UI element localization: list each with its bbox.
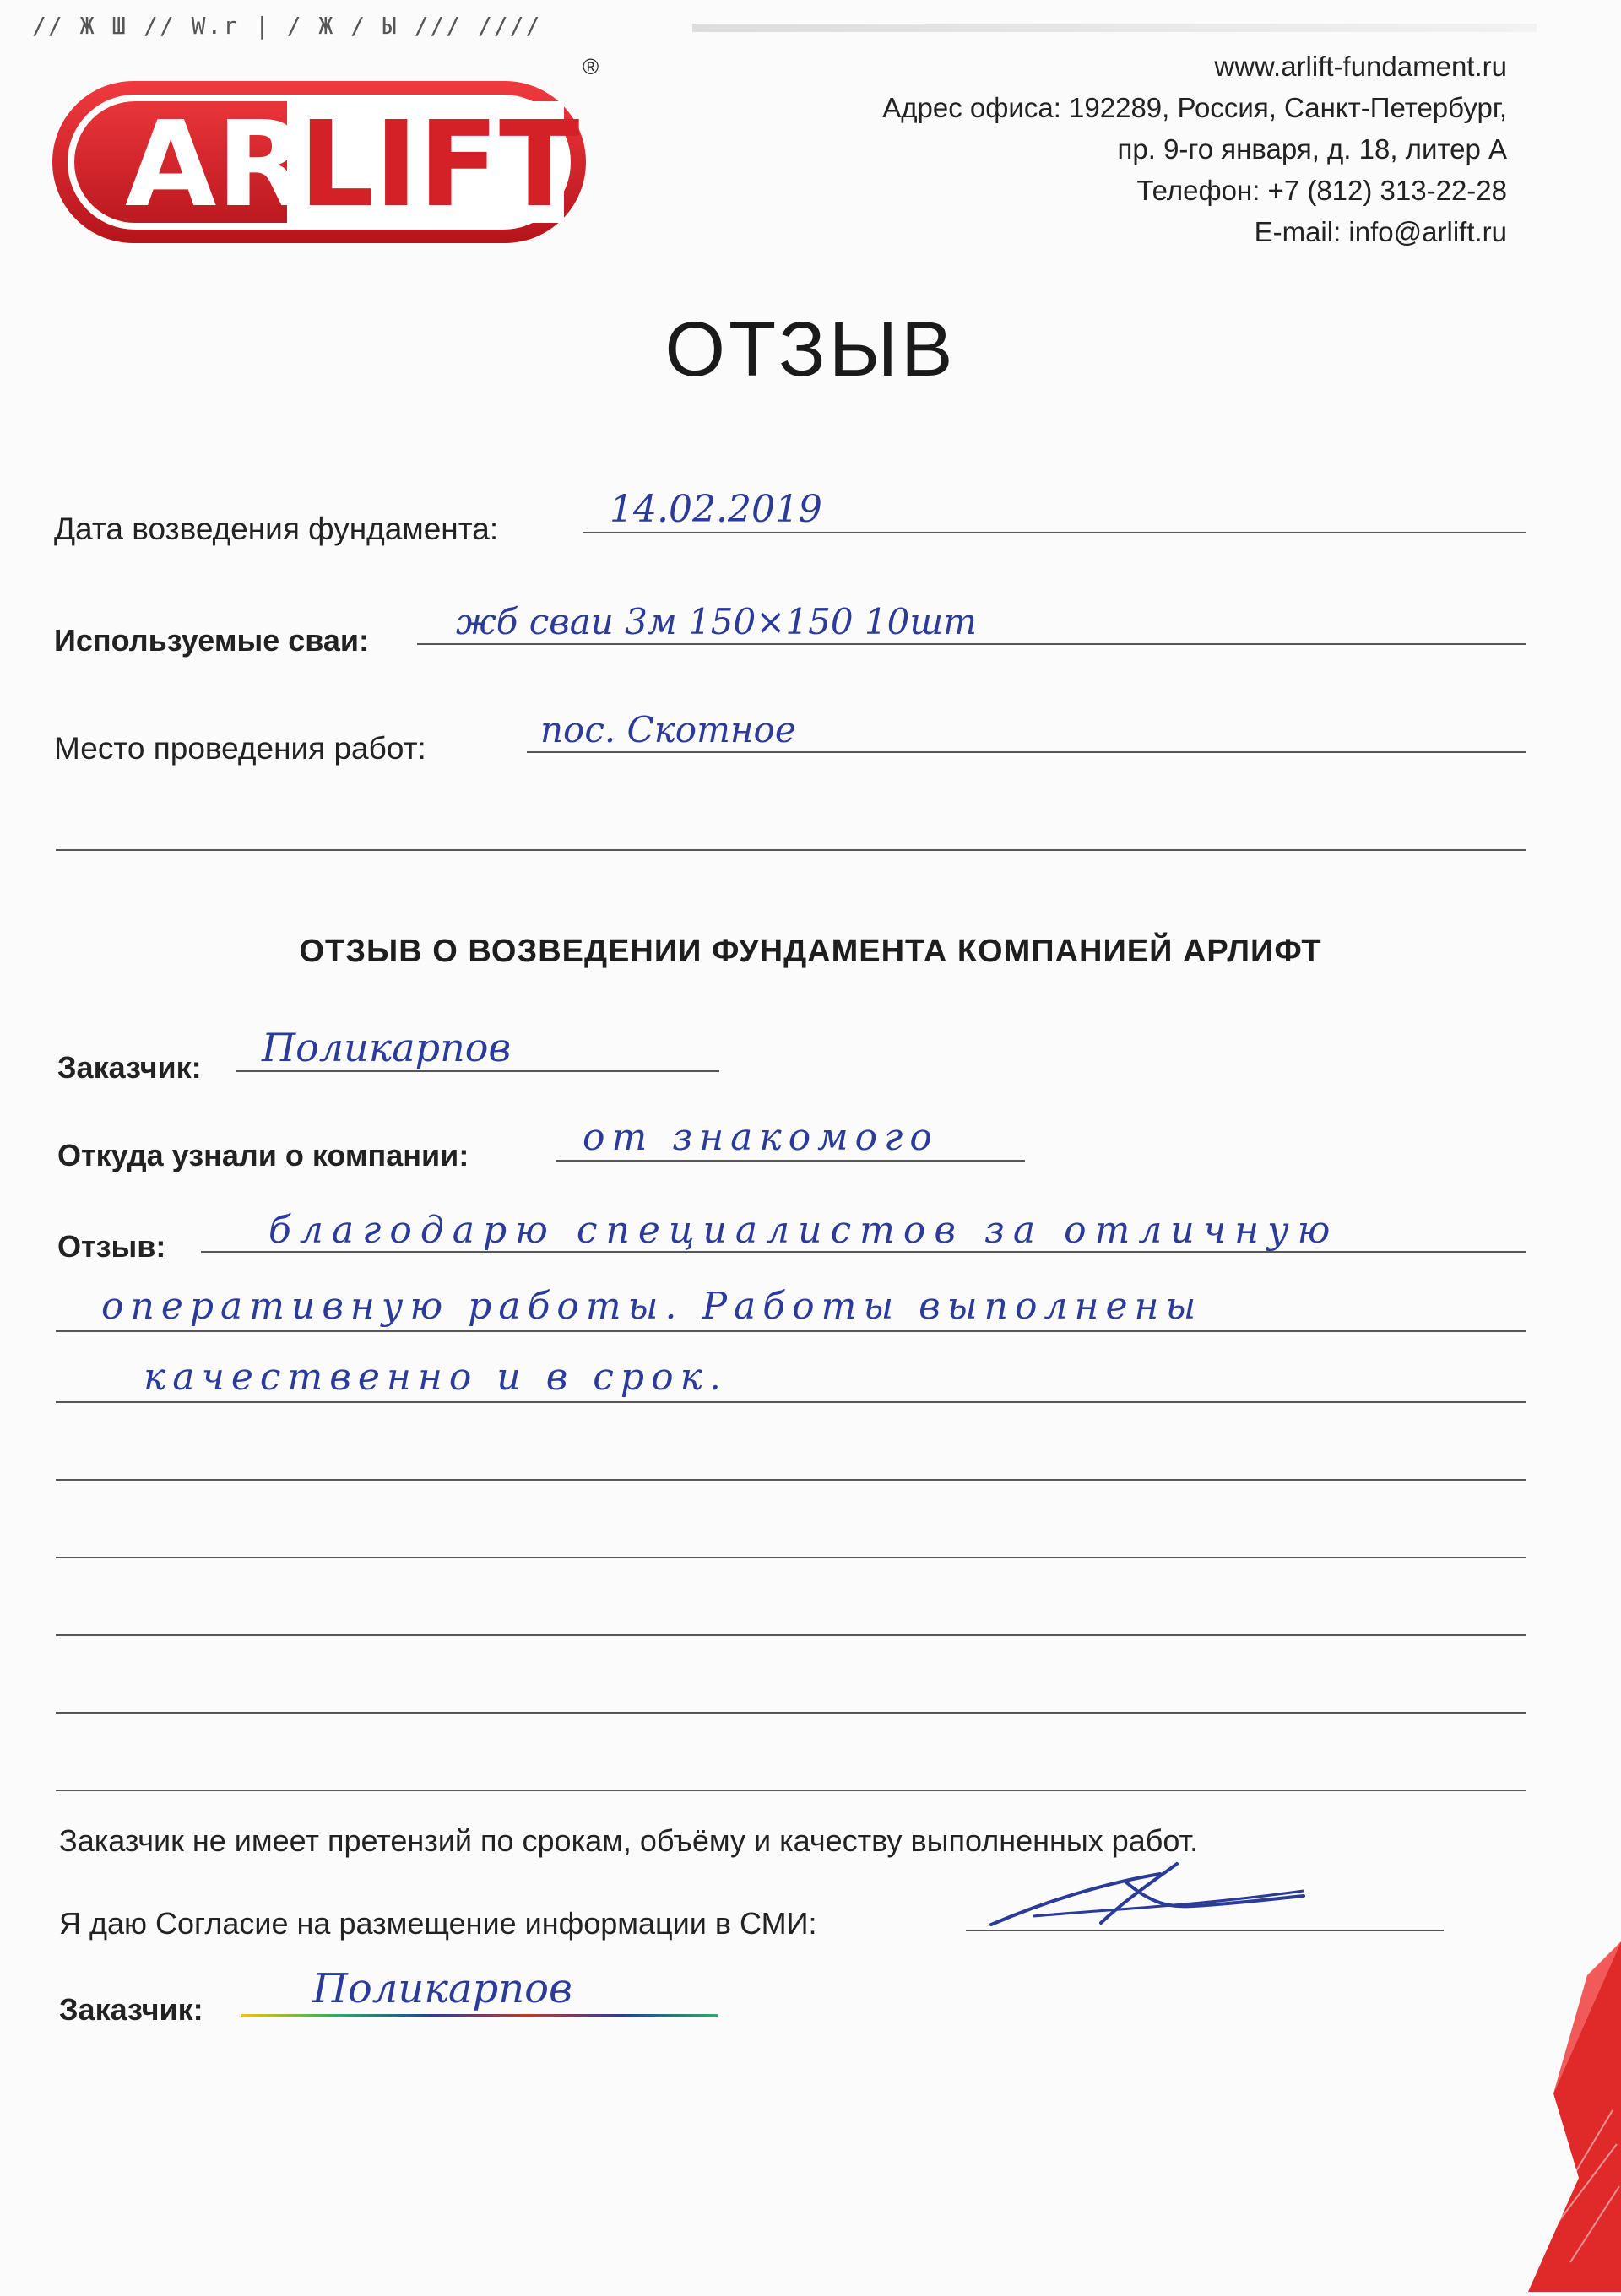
place-line-extra	[56, 849, 1526, 851]
review-text-line-1: благодарю специалистов за отличную	[268, 1209, 1339, 1252]
consent-signature	[983, 1857, 1320, 1941]
review-label: Отзыв:	[57, 1229, 166, 1264]
review-line-6	[56, 1634, 1526, 1636]
phone-text: Телефон: +7 (812) 313-22-28	[1136, 175, 1507, 206]
address-line-2: пр. 9-го января, д. 18, литер А	[1117, 133, 1507, 165]
address-line-1: Адрес офиса: 192289, Россия, Санкт-Петербург,	[882, 92, 1507, 123]
place-value: пос. Скотное	[540, 709, 796, 750]
review-line-8	[56, 1790, 1526, 1791]
email-text: E-mail: info@arlift.ru	[1254, 216, 1507, 247]
contact-block	[882, 46, 1507, 252]
piles-label: Используемые сваи:	[54, 623, 370, 658]
logo-text-ar: AR	[125, 96, 308, 234]
website-link[interactable]: www.arlift-fundament.ru	[1214, 51, 1507, 82]
scan-shadow	[692, 24, 1537, 32]
date-value: 14.02.2019	[610, 488, 822, 531]
source-label: Откуда узнали о компании:	[57, 1138, 469, 1172]
registered-mark: ®	[583, 54, 599, 79]
review-line-5	[56, 1557, 1526, 1558]
review-text-line-2: оперативную работы. Работы выполнены	[101, 1285, 1203, 1328]
customer-label: Заказчик:	[57, 1050, 202, 1085]
customer-value: Поликарпов	[262, 1025, 512, 1070]
review-line-3	[56, 1401, 1526, 1403]
page-title: ОТЗЫВ	[664, 306, 957, 393]
corner-decoration	[1503, 1941, 1621, 2292]
section-title: ОТЗЫВ О ВОЗВЕДЕНИИ ФУНДАМЕНТА КОМПАНИЕЙ АРЛИФТ	[299, 934, 1322, 969]
piles-value: жб сваи 3м 150×150 10шт	[456, 601, 977, 642]
consent-label: Я даю Согласие на размещение информации в СМИ:	[59, 1906, 817, 1941]
customer-line	[236, 1070, 719, 1072]
piles-line	[417, 643, 1526, 645]
place-label: Место проведения работ:	[54, 731, 426, 766]
review-line-7	[56, 1712, 1526, 1714]
no-claims-text: Заказчик не имеет претензий по срокам, объёму и качеству выполненных работ.	[59, 1823, 1199, 1858]
logo-text-lift: LIFT	[299, 96, 580, 234]
source-value: от знакомого	[583, 1116, 939, 1159]
date-label: Дата возведения фундамента:	[54, 512, 499, 546]
review-line-2	[56, 1330, 1526, 1332]
footer-customer-label: Заказчик:	[59, 1992, 203, 2027]
place-line	[527, 751, 1526, 753]
review-line-4	[56, 1479, 1526, 1481]
arlift-logo	[49, 78, 589, 246]
customer-signature: Поликарпов	[312, 1965, 572, 2012]
scan-artifact-text: // Ж Ш // W.r | / Ж / Ы /// ////	[32, 12, 542, 40]
footer-customer-line	[241, 2014, 718, 2017]
review-text-line-3: качественно и в срок.	[144, 1356, 728, 1399]
date-line	[583, 532, 1526, 533]
source-line	[556, 1160, 1025, 1162]
